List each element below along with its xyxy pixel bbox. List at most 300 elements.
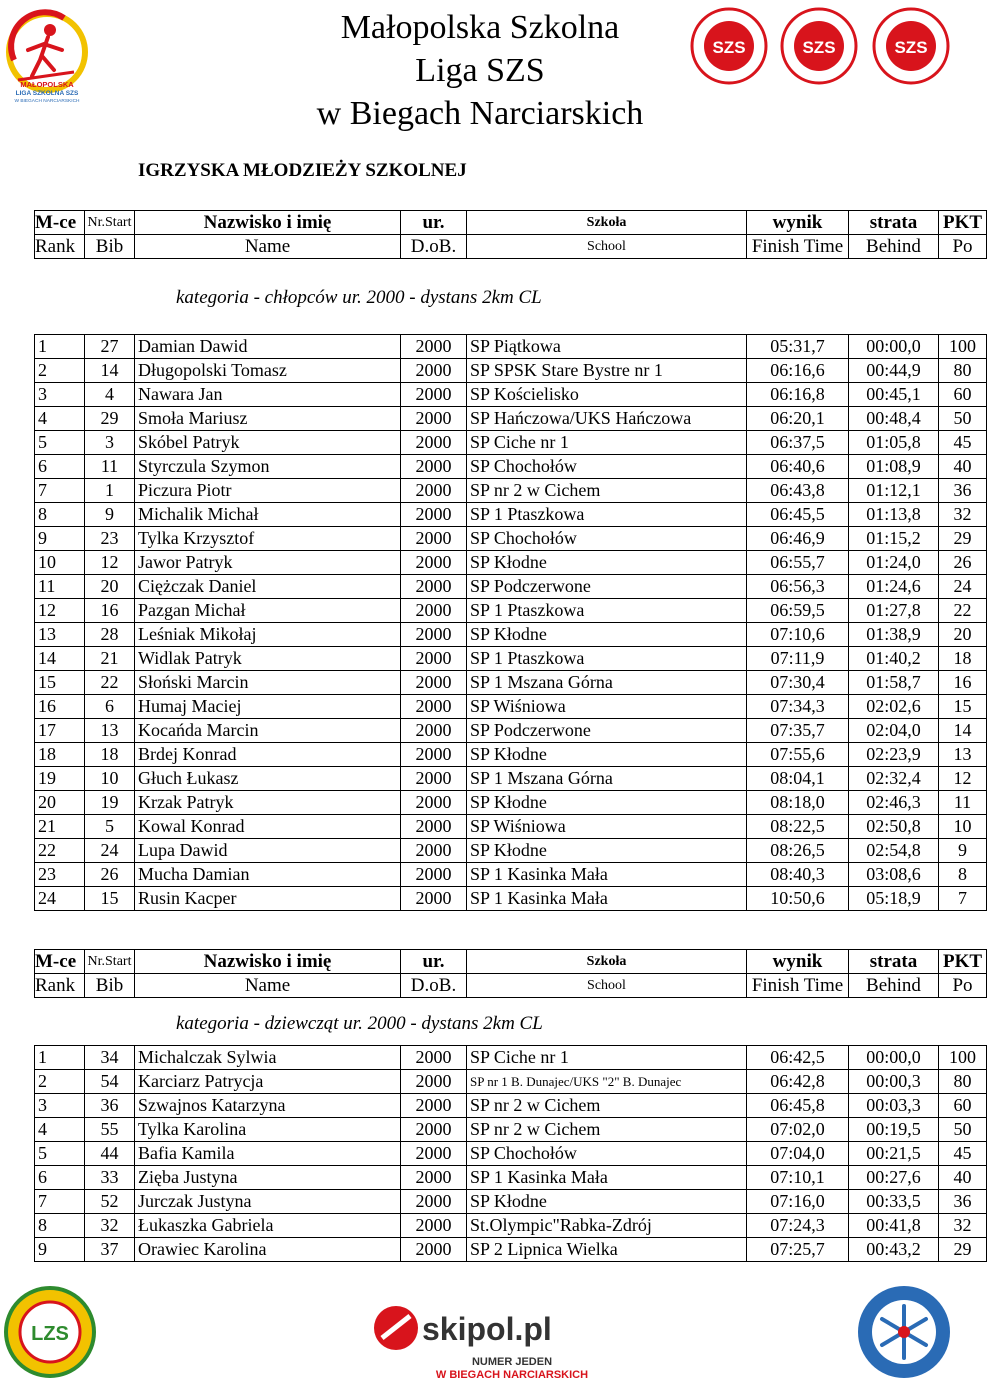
school-cell: SP Kłodne bbox=[467, 551, 747, 575]
table-row bbox=[35, 455, 987, 479]
school-cell: SP 2 Lipnica Wielka bbox=[467, 1238, 747, 1262]
rank-cell: 8 bbox=[35, 503, 85, 527]
birth-year-cell: 2000 bbox=[401, 431, 467, 455]
behind-cell: 00:48,4 bbox=[849, 407, 939, 431]
rank-cell: 13 bbox=[35, 623, 85, 647]
skipol-name: skipol.pl bbox=[422, 1311, 552, 1347]
rank-cell: 24 bbox=[35, 887, 85, 911]
behind-cell: 00:27,6 bbox=[849, 1166, 939, 1190]
table-row bbox=[35, 479, 987, 503]
finish-time-cell: 07:34,3 bbox=[747, 695, 849, 719]
birth-year-cell: 2000 bbox=[401, 1214, 467, 1238]
school-cell: SP Ciche nr 1 bbox=[467, 431, 747, 455]
girls-category-title: kategoria - dziewcząt ur. 2000 - dystans 2km CL bbox=[176, 1013, 543, 1034]
rank-cell: 4 bbox=[35, 407, 85, 431]
rank-cell: 3 bbox=[35, 383, 85, 407]
table-row bbox=[35, 1046, 987, 1070]
school-cell: SP SPSK Stare Bystre nr 1 bbox=[467, 359, 747, 383]
points-cell: 18 bbox=[939, 647, 987, 671]
title-line-3: w Biegach Narciarskich bbox=[316, 95, 644, 132]
points-cell: 100 bbox=[939, 335, 987, 359]
column-header-pl bbox=[35, 211, 987, 235]
table-row bbox=[35, 599, 987, 623]
behind-cell: 00:00,0 bbox=[849, 335, 939, 359]
behind-cell: 00:41,8 bbox=[849, 1214, 939, 1238]
col-bib-pl: Nr.Start bbox=[85, 950, 135, 974]
bib-cell: 28 bbox=[85, 623, 135, 647]
table-row bbox=[35, 647, 987, 671]
birth-year-cell: 2000 bbox=[401, 479, 467, 503]
col-dob-en: D.oB. bbox=[401, 974, 467, 998]
rank-cell: 16 bbox=[35, 695, 85, 719]
birth-year-cell: 2000 bbox=[401, 863, 467, 887]
finish-time-cell: 07:16,0 bbox=[747, 1190, 849, 1214]
bib-cell: 26 bbox=[85, 863, 135, 887]
bib-cell: 23 bbox=[85, 527, 135, 551]
bib-cell: 5 bbox=[85, 815, 135, 839]
points-cell: 22 bbox=[939, 599, 987, 623]
points-cell: 32 bbox=[939, 503, 987, 527]
name-cell: Głuch Łukasz bbox=[135, 767, 401, 791]
bib-cell: 12 bbox=[85, 551, 135, 575]
col-bib-pl: Nr.Start bbox=[85, 211, 135, 235]
points-cell: 60 bbox=[939, 1094, 987, 1118]
behind-cell: 00:03,3 bbox=[849, 1094, 939, 1118]
behind-cell: 01:24,6 bbox=[849, 575, 939, 599]
school-cell: SP nr 2 w Cichem bbox=[467, 1118, 747, 1142]
behind-cell: 00:43,2 bbox=[849, 1238, 939, 1262]
name-cell: Humaj Maciej bbox=[135, 695, 401, 719]
behind-cell: 01:38,9 bbox=[849, 623, 939, 647]
rank-cell: 21 bbox=[35, 815, 85, 839]
behind-cell: 02:54,8 bbox=[849, 839, 939, 863]
bib-cell: 4 bbox=[85, 383, 135, 407]
name-cell: Widlak Patryk bbox=[135, 647, 401, 671]
bib-cell: 14 bbox=[85, 359, 135, 383]
name-cell: Mucha Damian bbox=[135, 863, 401, 887]
rank-cell: 7 bbox=[35, 479, 85, 503]
liga-logo-line-1: MAŁOPOLSKA bbox=[20, 80, 74, 89]
name-cell: Rusin Kacper bbox=[135, 887, 401, 911]
table-row bbox=[35, 1214, 987, 1238]
bib-cell: 24 bbox=[85, 839, 135, 863]
finish-time-cell: 07:10,6 bbox=[747, 623, 849, 647]
birth-year-cell: 2000 bbox=[401, 791, 467, 815]
boys-results-table bbox=[34, 334, 987, 911]
points-cell: 40 bbox=[939, 455, 987, 479]
finish-time-cell: 06:45,5 bbox=[747, 503, 849, 527]
rank-cell: 10 bbox=[35, 551, 85, 575]
finish-time-cell: 08:22,5 bbox=[747, 815, 849, 839]
girls-results-table bbox=[34, 1045, 987, 1262]
bib-cell: 10 bbox=[85, 767, 135, 791]
table-row bbox=[35, 1142, 987, 1166]
boys-category-title: kategoria - chłopców ur. 2000 - dystans 2km CL bbox=[176, 287, 542, 308]
finish-time-cell: 07:30,4 bbox=[747, 671, 849, 695]
name-cell: Tylka Krzysztof bbox=[135, 527, 401, 551]
table-row bbox=[35, 335, 987, 359]
table-row bbox=[35, 1094, 987, 1118]
school-cell: SP Ciche nr 1 bbox=[467, 1046, 747, 1070]
bib-cell: 15 bbox=[85, 887, 135, 911]
table-row bbox=[35, 551, 987, 575]
col-rank-pl: M-ce bbox=[35, 211, 85, 235]
skipol-logo bbox=[372, 1298, 588, 1384]
points-cell: 16 bbox=[939, 671, 987, 695]
rank-cell: 17 bbox=[35, 719, 85, 743]
school-cell: SP Chochołów bbox=[467, 455, 747, 479]
behind-cell: 01:08,9 bbox=[849, 455, 939, 479]
bib-cell: 29 bbox=[85, 407, 135, 431]
birth-year-cell: 2000 bbox=[401, 1046, 467, 1070]
birth-year-cell: 2000 bbox=[401, 335, 467, 359]
behind-cell: 00:00,0 bbox=[849, 1046, 939, 1070]
finish-time-cell: 07:25,7 bbox=[747, 1238, 849, 1262]
name-cell: Skóbel Patryk bbox=[135, 431, 401, 455]
behind-cell: 01:24,0 bbox=[849, 551, 939, 575]
col-bib-en: Bib bbox=[85, 974, 135, 998]
name-cell: Słoński Marcin bbox=[135, 671, 401, 695]
birth-year-cell: 2000 bbox=[401, 1094, 467, 1118]
name-cell: Ciężczak Daniel bbox=[135, 575, 401, 599]
table-row bbox=[35, 1166, 987, 1190]
finish-time-cell: 06:20,1 bbox=[747, 407, 849, 431]
rank-cell: 18 bbox=[35, 743, 85, 767]
page-title bbox=[300, 6, 660, 135]
szs-logo-3 bbox=[866, 6, 956, 86]
points-cell: 50 bbox=[939, 407, 987, 431]
school-cell: SP Chochołów bbox=[467, 1142, 747, 1166]
table-row bbox=[35, 1070, 987, 1094]
finish-time-cell: 06:46,9 bbox=[747, 527, 849, 551]
behind-cell: 00:21,5 bbox=[849, 1142, 939, 1166]
rank-cell: 2 bbox=[35, 359, 85, 383]
finish-time-cell: 08:04,1 bbox=[747, 767, 849, 791]
finish-time-cell: 06:55,7 bbox=[747, 551, 849, 575]
col-points-pl: PKT bbox=[939, 211, 987, 235]
column-header-en bbox=[35, 974, 987, 998]
school-cell: SP Podczerwone bbox=[467, 719, 747, 743]
birth-year-cell: 2000 bbox=[401, 887, 467, 911]
birth-year-cell: 2000 bbox=[401, 575, 467, 599]
col-dob-pl: ur. bbox=[401, 211, 467, 235]
szs-logo-1 bbox=[686, 6, 772, 86]
birth-year-cell: 2000 bbox=[401, 527, 467, 551]
finish-time-cell: 07:02,0 bbox=[747, 1118, 849, 1142]
birth-year-cell: 2000 bbox=[401, 383, 467, 407]
school-cell: SP Kościelisko bbox=[467, 383, 747, 407]
col-rank-en: Rank bbox=[35, 235, 85, 259]
liga-logo-line-2: LIGA SZKOLNA SZS bbox=[15, 90, 79, 97]
school-cell: SP 1 Mszana Górna bbox=[467, 767, 747, 791]
bib-cell: 21 bbox=[85, 647, 135, 671]
finish-time-cell: 07:35,7 bbox=[747, 719, 849, 743]
finish-time-cell: 06:43,8 bbox=[747, 479, 849, 503]
bib-cell: 52 bbox=[85, 1190, 135, 1214]
table-row bbox=[35, 863, 987, 887]
name-cell: Długopolski Tomasz bbox=[135, 359, 401, 383]
title-line-1: Małopolska Szkolna bbox=[340, 9, 620, 46]
school-cell: SP 1 Mszana Górna bbox=[467, 671, 747, 695]
col-behind-pl: strata bbox=[849, 950, 939, 974]
table-row bbox=[35, 1238, 987, 1262]
finish-time-cell: 08:18,0 bbox=[747, 791, 849, 815]
table-row bbox=[35, 839, 987, 863]
school-cell: SP Wiśniowa bbox=[467, 815, 747, 839]
col-school-en: School bbox=[467, 235, 747, 259]
bib-cell: 33 bbox=[85, 1166, 135, 1190]
school-cell: SP Kłodne bbox=[467, 623, 747, 647]
points-cell: 29 bbox=[939, 1238, 987, 1262]
birth-year-cell: 2000 bbox=[401, 815, 467, 839]
finish-time-cell: 08:40,3 bbox=[747, 863, 849, 887]
table-row bbox=[35, 575, 987, 599]
points-cell: 60 bbox=[939, 383, 987, 407]
name-cell: Jurczak Justyna bbox=[135, 1190, 401, 1214]
behind-cell: 01:27,8 bbox=[849, 599, 939, 623]
behind-cell: 00:19,5 bbox=[849, 1118, 939, 1142]
name-cell: Lupa Dawid bbox=[135, 839, 401, 863]
col-behind-pl: strata bbox=[849, 211, 939, 235]
table-row bbox=[35, 791, 987, 815]
name-cell: Pazgan Michał bbox=[135, 599, 401, 623]
rank-cell: 11 bbox=[35, 575, 85, 599]
finish-time-cell: 07:55,6 bbox=[747, 743, 849, 767]
name-cell: Piczura Piotr bbox=[135, 479, 401, 503]
bib-cell: 13 bbox=[85, 719, 135, 743]
name-cell: Leśniak Mikołaj bbox=[135, 623, 401, 647]
col-points-en: Po bbox=[939, 974, 987, 998]
finish-time-cell: 07:04,0 bbox=[747, 1142, 849, 1166]
table-row bbox=[35, 887, 987, 911]
school-cell: SP nr 2 w Cichem bbox=[467, 479, 747, 503]
rank-cell: 19 bbox=[35, 767, 85, 791]
bib-cell: 18 bbox=[85, 743, 135, 767]
behind-cell: 02:02,6 bbox=[849, 695, 939, 719]
school-cell: SP Kłodne bbox=[467, 839, 747, 863]
points-cell: 9 bbox=[939, 839, 987, 863]
birth-year-cell: 2000 bbox=[401, 407, 467, 431]
bib-cell: 1 bbox=[85, 479, 135, 503]
birth-year-cell: 2000 bbox=[401, 1070, 467, 1094]
birth-year-cell: 2000 bbox=[401, 599, 467, 623]
school-cell: SP Kłodne bbox=[467, 743, 747, 767]
finish-time-cell: 05:31,7 bbox=[747, 335, 849, 359]
col-name-en: Name bbox=[135, 974, 401, 998]
rank-cell: 8 bbox=[35, 1214, 85, 1238]
column-header-1 bbox=[34, 210, 987, 259]
col-school-pl: Szkoła bbox=[467, 211, 747, 235]
birth-year-cell: 2000 bbox=[401, 839, 467, 863]
table-row bbox=[35, 1118, 987, 1142]
lzs-logo bbox=[4, 1280, 96, 1384]
col-time-pl: wynik bbox=[747, 950, 849, 974]
rank-cell: 9 bbox=[35, 1238, 85, 1262]
col-bib-en: Bib bbox=[85, 235, 135, 259]
points-cell: 100 bbox=[939, 1046, 987, 1070]
behind-cell: 01:58,7 bbox=[849, 671, 939, 695]
finish-time-cell: 06:16,8 bbox=[747, 383, 849, 407]
points-cell: 20 bbox=[939, 623, 987, 647]
bib-cell: 37 bbox=[85, 1238, 135, 1262]
column-header-en bbox=[35, 235, 987, 259]
col-dob-en: D.oB. bbox=[401, 235, 467, 259]
col-school-pl: Szkoła bbox=[467, 950, 747, 974]
col-name-pl: Nazwisko i imię bbox=[135, 211, 401, 235]
school-cell: SP Wiśniowa bbox=[467, 695, 747, 719]
behind-cell: 01:15,2 bbox=[849, 527, 939, 551]
szs-logo-3-text: SZS bbox=[894, 38, 928, 57]
szs-logo-2-text: SZS bbox=[802, 38, 836, 57]
school-cell: SP Chochołów bbox=[467, 527, 747, 551]
birth-year-cell: 2000 bbox=[401, 647, 467, 671]
name-cell: Orawiec Karolina bbox=[135, 1238, 401, 1262]
birth-year-cell: 2000 bbox=[401, 719, 467, 743]
name-cell: Styrczula Szymon bbox=[135, 455, 401, 479]
competition-title: IGRZYSKA MŁODZIEŻY SZKOLNEJ bbox=[138, 160, 467, 181]
col-school-en: School bbox=[467, 974, 747, 998]
bib-cell: 44 bbox=[85, 1142, 135, 1166]
birth-year-cell: 2000 bbox=[401, 1238, 467, 1262]
finish-time-cell: 07:10,1 bbox=[747, 1166, 849, 1190]
behind-cell: 02:23,9 bbox=[849, 743, 939, 767]
finish-time-cell: 06:56,3 bbox=[747, 575, 849, 599]
name-cell: Smoła Mariusz bbox=[135, 407, 401, 431]
rank-cell: 22 bbox=[35, 839, 85, 863]
skipol-tagline-1: NUMER JEDEN bbox=[471, 1356, 553, 1368]
rank-cell: 4 bbox=[35, 1118, 85, 1142]
name-cell: Jawor Patryk bbox=[135, 551, 401, 575]
col-behind-en: Behind bbox=[849, 235, 939, 259]
school-cell: SP Hańczowa/UKS Hańczowa bbox=[467, 407, 747, 431]
finish-time-cell: 06:45,8 bbox=[747, 1094, 849, 1118]
behind-cell: 00:44,9 bbox=[849, 359, 939, 383]
finish-time-cell: 07:24,3 bbox=[747, 1214, 849, 1238]
rank-cell: 14 bbox=[35, 647, 85, 671]
col-name-pl: Nazwisko i imię bbox=[135, 950, 401, 974]
behind-cell: 01:40,2 bbox=[849, 647, 939, 671]
name-cell: Michalik Michał bbox=[135, 503, 401, 527]
col-rank-en: Rank bbox=[35, 974, 85, 998]
points-cell: 24 bbox=[939, 575, 987, 599]
school-cell: SP 1 Ptaszkowa bbox=[467, 599, 747, 623]
points-cell: 29 bbox=[939, 527, 987, 551]
points-cell: 50 bbox=[939, 1118, 987, 1142]
bib-cell: 22 bbox=[85, 671, 135, 695]
school-cell: SP 1 Ptaszkowa bbox=[467, 503, 747, 527]
table-row bbox=[35, 719, 987, 743]
bib-cell: 32 bbox=[85, 1214, 135, 1238]
name-cell: Michalczak Sylwia bbox=[135, 1046, 401, 1070]
snowflake-logo bbox=[854, 1280, 954, 1384]
points-cell: 32 bbox=[939, 1214, 987, 1238]
points-cell: 13 bbox=[939, 743, 987, 767]
birth-year-cell: 2000 bbox=[401, 551, 467, 575]
birth-year-cell: 2000 bbox=[401, 359, 467, 383]
table-row bbox=[35, 767, 987, 791]
skipol-tagline-2: W BIEGACH NARCIARSKICH bbox=[435, 1369, 589, 1381]
birth-year-cell: 2000 bbox=[401, 1190, 467, 1214]
name-cell: Kocańda Marcin bbox=[135, 719, 401, 743]
table-row bbox=[35, 1190, 987, 1214]
table-row bbox=[35, 743, 987, 767]
bib-cell: 19 bbox=[85, 791, 135, 815]
behind-cell: 05:18,9 bbox=[849, 887, 939, 911]
name-cell: Tylka Karolina bbox=[135, 1118, 401, 1142]
points-cell: 40 bbox=[939, 1166, 987, 1190]
title-line-2: Liga SZS bbox=[415, 52, 545, 89]
bib-cell: 11 bbox=[85, 455, 135, 479]
table-row bbox=[35, 407, 987, 431]
rank-cell: 23 bbox=[35, 863, 85, 887]
behind-cell: 00:00,3 bbox=[849, 1070, 939, 1094]
behind-cell: 01:05,8 bbox=[849, 431, 939, 455]
points-cell: 12 bbox=[939, 767, 987, 791]
name-cell: Kowal Konrad bbox=[135, 815, 401, 839]
school-cell: SP 1 Kasinka Mała bbox=[467, 863, 747, 887]
col-points-en: Po bbox=[939, 235, 987, 259]
school-cell: SP Piątkowa bbox=[467, 335, 747, 359]
liga-logo bbox=[4, 10, 90, 106]
rank-cell: 1 bbox=[35, 335, 85, 359]
szs-logo-2 bbox=[776, 6, 862, 86]
rank-cell: 6 bbox=[35, 455, 85, 479]
bib-cell: 20 bbox=[85, 575, 135, 599]
points-cell: 36 bbox=[939, 1190, 987, 1214]
name-cell: Zięba Justyna bbox=[135, 1166, 401, 1190]
bib-cell: 55 bbox=[85, 1118, 135, 1142]
name-cell: Damian Dawid bbox=[135, 335, 401, 359]
points-cell: 7 bbox=[939, 887, 987, 911]
school-cell: SP Kłodne bbox=[467, 1190, 747, 1214]
column-header-pl bbox=[35, 950, 987, 974]
rank-cell: 2 bbox=[35, 1070, 85, 1094]
birth-year-cell: 2000 bbox=[401, 743, 467, 767]
bib-cell: 6 bbox=[85, 695, 135, 719]
points-cell: 80 bbox=[939, 1070, 987, 1094]
school-cell: SP nr 1 B. Dunajec/UKS "2" B. Dunajec bbox=[467, 1070, 747, 1094]
behind-cell: 00:45,1 bbox=[849, 383, 939, 407]
col-name-en: Name bbox=[135, 235, 401, 259]
behind-cell: 00:33,5 bbox=[849, 1190, 939, 1214]
bib-cell: 9 bbox=[85, 503, 135, 527]
col-time-en: Finish Time bbox=[747, 235, 849, 259]
col-time-pl: wynik bbox=[747, 211, 849, 235]
bib-cell: 27 bbox=[85, 335, 135, 359]
rank-cell: 20 bbox=[35, 791, 85, 815]
behind-cell: 03:08,6 bbox=[849, 863, 939, 887]
birth-year-cell: 2000 bbox=[401, 623, 467, 647]
rank-cell: 3 bbox=[35, 1094, 85, 1118]
points-cell: 26 bbox=[939, 551, 987, 575]
bib-cell: 16 bbox=[85, 599, 135, 623]
points-cell: 14 bbox=[939, 719, 987, 743]
rank-cell: 7 bbox=[35, 1190, 85, 1214]
points-cell: 80 bbox=[939, 359, 987, 383]
school-cell: SP 1 Kasinka Mała bbox=[467, 1166, 747, 1190]
birth-year-cell: 2000 bbox=[401, 455, 467, 479]
name-cell: Łukaszka Gabriela bbox=[135, 1214, 401, 1238]
name-cell: Szwajnos Katarzyna bbox=[135, 1094, 401, 1118]
birth-year-cell: 2000 bbox=[401, 695, 467, 719]
bib-cell: 36 bbox=[85, 1094, 135, 1118]
finish-time-cell: 06:40,6 bbox=[747, 455, 849, 479]
birth-year-cell: 2000 bbox=[401, 503, 467, 527]
birth-year-cell: 2000 bbox=[401, 1142, 467, 1166]
behind-cell: 02:32,4 bbox=[849, 767, 939, 791]
column-header-2 bbox=[34, 949, 987, 998]
name-cell: Karciarz Patrycja bbox=[135, 1070, 401, 1094]
